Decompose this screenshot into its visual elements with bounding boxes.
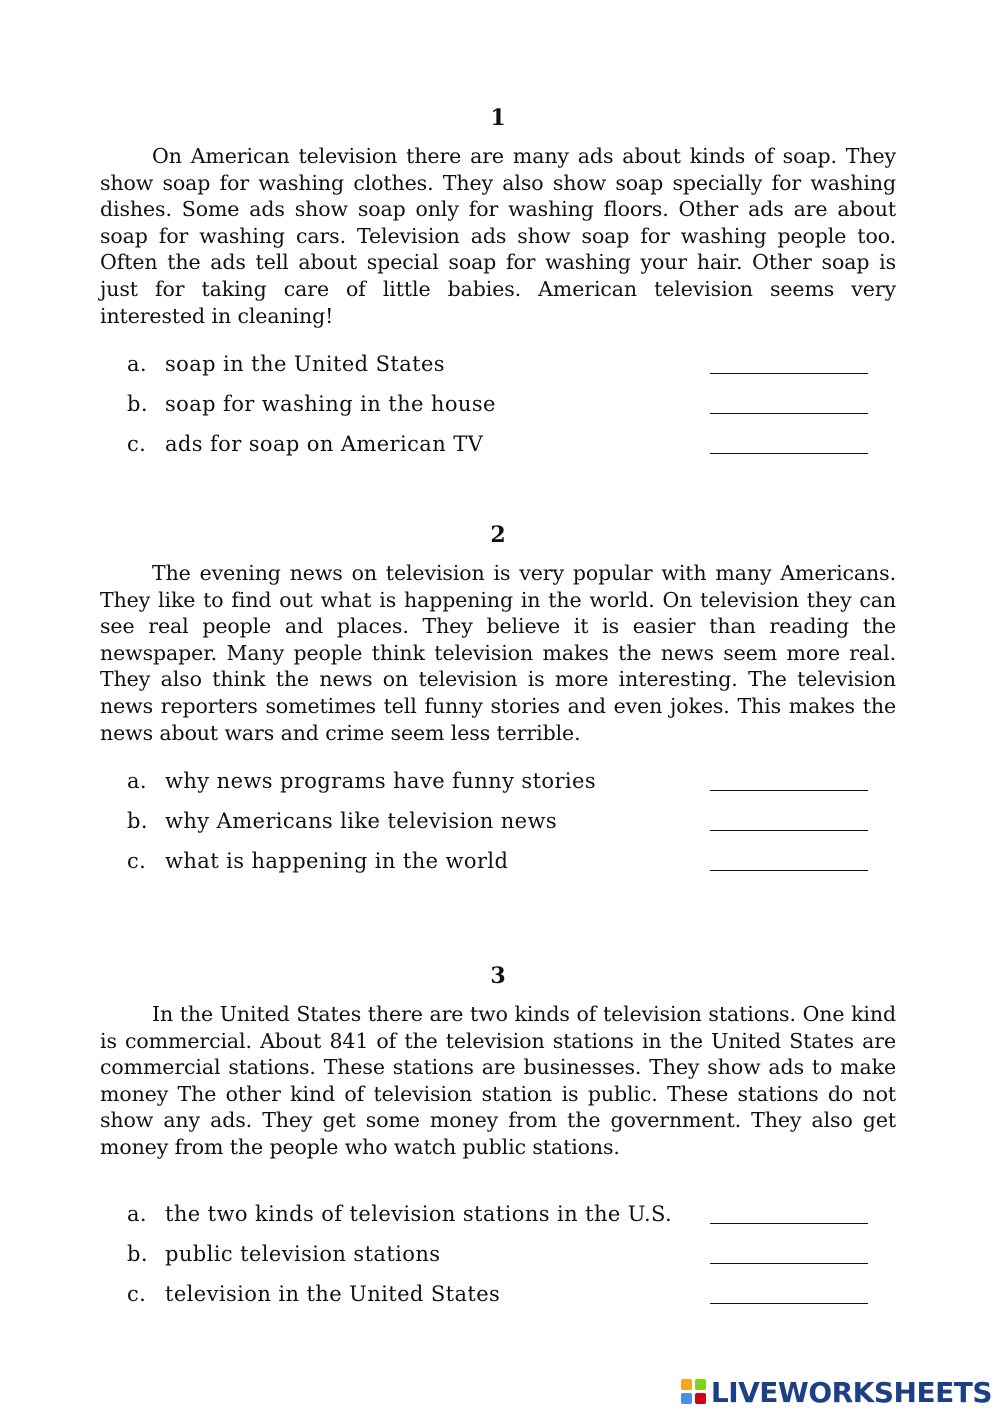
option-c: [100, 848, 896, 875]
option-letter: b.: [127, 392, 148, 417]
answer-blank[interactable]: [710, 1263, 868, 1264]
option-letter: a.: [127, 1201, 147, 1226]
answer-blank[interactable]: [710, 373, 868, 374]
option-text: public television stations: [165, 1241, 441, 1266]
reading-paragraph: In the United States there are two kinds of television stations. One kind is commercial. About 841 of the television stations in the United States are commercial stations. These stations are businesses. They show ads to make money The other kind of television station is public. These stations do not show any ads. They get some money from the government. They also get money from the people who watch public stations.: [100, 1002, 896, 1159]
reading-paragraph: On American television there are many ads about kinds of soap. They show soap for washing clothes. They also show soap specially for washing dishes. Some ads show soap only for washing floors. Other ads are about soap for washing cars. Television ads show soap for washing people too. Often the ads tell about special soap for washing your hair. Other soap is just for taking care of little babies. American television seems very interested in cleaning!: [100, 144, 896, 328]
answer-blank[interactable]: [710, 830, 868, 831]
option-b: [100, 808, 896, 835]
option-letter: c.: [127, 432, 147, 457]
option-b: [100, 1241, 896, 1268]
exercise-section-3: [100, 963, 896, 1321]
option-text: television in the United States: [165, 1281, 501, 1306]
option-c: [100, 431, 896, 458]
section-number: 3: [490, 963, 506, 989]
logo-square-4: [695, 1393, 706, 1404]
answer-blank[interactable]: [710, 870, 868, 871]
logo-text: LIVEWORKSHEETS: [710, 1375, 992, 1409]
option-letter: c.: [127, 1281, 147, 1306]
exercise-section-1: [100, 105, 896, 471]
logo-icon: [681, 1379, 707, 1405]
answer-options: [100, 1201, 896, 1308]
reading-paragraph: The evening news on television is very popular with many Americans. They like to find out what is happening in the world. On television they can see real people and places. They believe it is easier than reading the newspaper. Many people think television makes the news seem more real. They also think the news on television is more interesting. The television news reporters sometimes tell funny stories and even jokes. This makes the news about wars and crime seem less terrible.: [100, 561, 896, 745]
answer-blank[interactable]: [710, 413, 868, 414]
option-text: soap for washing in the house: [165, 392, 496, 417]
option-letter: b.: [127, 809, 148, 834]
logo-square-2: [695, 1379, 706, 1390]
option-letter: c.: [127, 849, 147, 874]
option-text: ads for soap on American TV: [165, 432, 484, 457]
option-text: why Americans like television news: [165, 809, 558, 834]
option-text: soap in the United States: [165, 352, 445, 377]
option-b: [100, 391, 896, 418]
section-number: 2: [490, 522, 506, 548]
section-number: 1: [490, 105, 506, 131]
answer-options: [100, 351, 896, 458]
answer-blank[interactable]: [710, 453, 868, 454]
logo-square-3: [681, 1393, 692, 1404]
option-letter: a.: [127, 352, 147, 377]
answer-blank[interactable]: [710, 1223, 868, 1224]
option-letter: a.: [127, 769, 147, 794]
answer-blank[interactable]: [710, 790, 868, 791]
answer-blank[interactable]: [710, 1303, 868, 1304]
option-a: [100, 768, 896, 795]
option-text: why news programs have funny stories: [165, 769, 597, 794]
exercise-section-2: [100, 522, 896, 888]
liveworksheets-logo: [681, 1375, 992, 1409]
option-text: the two kinds of television stations in the U.S.: [165, 1201, 673, 1226]
logo-square-1: [681, 1379, 692, 1390]
option-letter: b.: [127, 1241, 148, 1266]
option-a: [100, 1201, 896, 1228]
option-a: [100, 351, 896, 378]
option-c: [100, 1281, 896, 1308]
option-text: what is happening in the world: [165, 849, 509, 874]
answer-options: [100, 768, 896, 875]
